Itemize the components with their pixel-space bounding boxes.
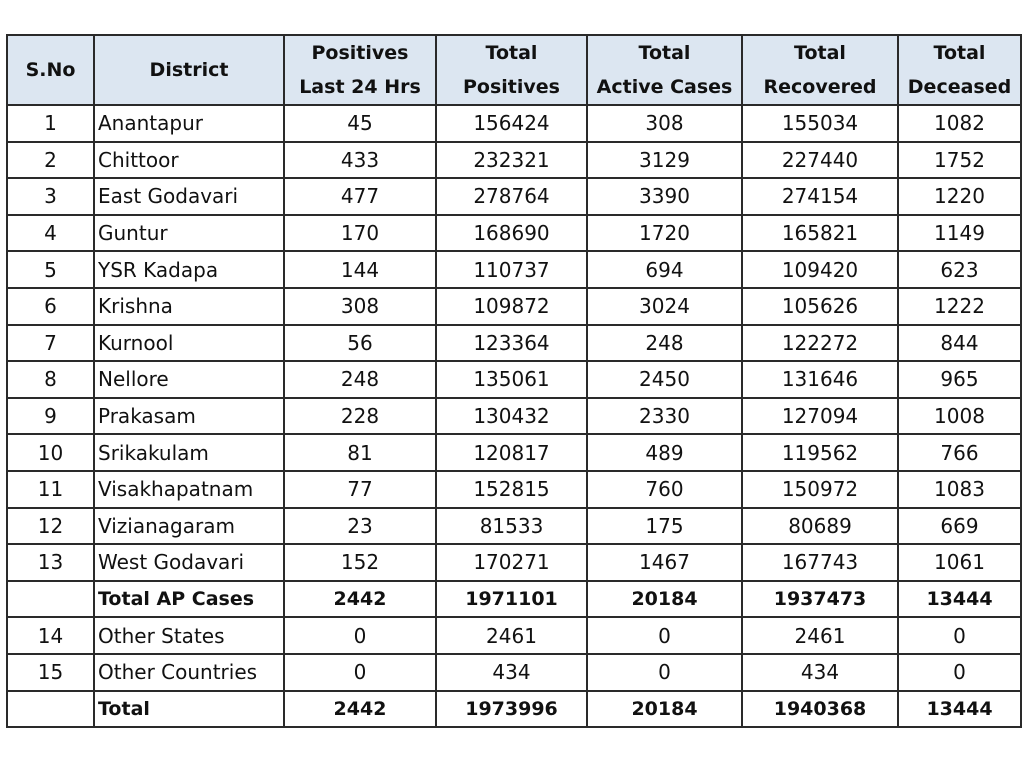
cell-district: West Godavari (94, 544, 284, 581)
cell-sno: 1 (7, 105, 94, 142)
header-row (7, 35, 1021, 105)
cell-sno: 6 (7, 288, 94, 325)
table-row (7, 654, 1021, 691)
cell-positives-last-24: 2442 (284, 691, 436, 728)
cell-total-deceased: 669 (898, 508, 1021, 545)
table-row (7, 617, 1021, 654)
cell-total-active: 1467 (587, 544, 742, 581)
cell-total-deceased: 1752 (898, 142, 1021, 179)
cell-total-deceased: 13444 (898, 691, 1021, 728)
cell-total-deceased: 13444 (898, 581, 1021, 618)
cell-sno: 14 (7, 617, 94, 654)
cell-total-positives: 110737 (436, 251, 587, 288)
table-row (7, 434, 1021, 471)
cell-total-active: 3024 (587, 288, 742, 325)
cell-total-positives: 120817 (436, 434, 587, 471)
cell-total-positives: 123364 (436, 325, 587, 362)
table-row (7, 508, 1021, 545)
cell-total-deceased: 1061 (898, 544, 1021, 581)
cell-total-deceased: 965 (898, 361, 1021, 398)
cell-total-deceased: 766 (898, 434, 1021, 471)
cell-total-recovered: 155034 (742, 105, 898, 142)
cell-total-active: 760 (587, 471, 742, 508)
cell-total-positives: 156424 (436, 105, 587, 142)
cell-total-recovered: 109420 (742, 251, 898, 288)
cell-total-deceased: 1008 (898, 398, 1021, 435)
cell-district: Chittoor (94, 142, 284, 179)
cell-total-active: 489 (587, 434, 742, 471)
cell-positives-last-24: 152 (284, 544, 436, 581)
cell-total-active: 0 (587, 617, 742, 654)
cell-total-deceased: 1149 (898, 215, 1021, 252)
table-total-row (7, 581, 1021, 618)
cell-positives-last-24: 308 (284, 288, 436, 325)
cell-total-recovered: 1940368 (742, 691, 898, 728)
cell-total-positives: 278764 (436, 178, 587, 215)
cell-district: Other Countries (94, 654, 284, 691)
cell-positives-last-24: 77 (284, 471, 436, 508)
cell-district: Kurnool (94, 325, 284, 362)
cell-sno: 15 (7, 654, 94, 691)
cell-district: Prakasam (94, 398, 284, 435)
cell-district: Other States (94, 617, 284, 654)
cell-district: Nellore (94, 361, 284, 398)
cell-total-positives: 135061 (436, 361, 587, 398)
cell-total-positives: 1971101 (436, 581, 587, 618)
cell-positives-last-24: 248 (284, 361, 436, 398)
table-row (7, 251, 1021, 288)
cell-sno: 5 (7, 251, 94, 288)
cell-sno: 7 (7, 325, 94, 362)
cell-sno (7, 691, 94, 728)
header-positives-last-24: Positives Last 24 Hrs (284, 35, 436, 105)
table-row (7, 105, 1021, 142)
cell-total-recovered: 127094 (742, 398, 898, 435)
cell-total-active: 0 (587, 654, 742, 691)
cell-sno: 9 (7, 398, 94, 435)
cell-total-recovered: 105626 (742, 288, 898, 325)
cell-sno: 8 (7, 361, 94, 398)
cell-total-active: 2450 (587, 361, 742, 398)
cell-total-recovered: 165821 (742, 215, 898, 252)
cell-positives-last-24: 81 (284, 434, 436, 471)
cell-district: Vizianagaram (94, 508, 284, 545)
cell-total-recovered: 227440 (742, 142, 898, 179)
cell-total-recovered: 122272 (742, 325, 898, 362)
cell-total-positives: 2461 (436, 617, 587, 654)
cell-total-active: 3390 (587, 178, 742, 215)
cell-total-active: 175 (587, 508, 742, 545)
table-row (7, 142, 1021, 179)
cell-district: Visakhapatnam (94, 471, 284, 508)
cell-total-deceased: 1082 (898, 105, 1021, 142)
cell-district: Total (94, 691, 284, 728)
cell-positives-last-24: 2442 (284, 581, 436, 618)
cell-sno: 13 (7, 544, 94, 581)
cell-total-recovered: 2461 (742, 617, 898, 654)
cell-positives-last-24: 56 (284, 325, 436, 362)
header-total-active: Total Active Cases (587, 35, 742, 105)
cell-total-active: 1720 (587, 215, 742, 252)
cell-positives-last-24: 433 (284, 142, 436, 179)
table-row (7, 361, 1021, 398)
cell-total-active: 20184 (587, 581, 742, 618)
cell-total-deceased: 844 (898, 325, 1021, 362)
cell-total-positives: 1973996 (436, 691, 587, 728)
table-row (7, 544, 1021, 581)
district-cases-table (6, 34, 1022, 728)
cell-sno: 11 (7, 471, 94, 508)
cell-total-active: 248 (587, 325, 742, 362)
cell-total-positives: 232321 (436, 142, 587, 179)
header-total-recovered: Total Recovered (742, 35, 898, 105)
cell-district: Srikakulam (94, 434, 284, 471)
header-total-deceased: Total Deceased (898, 35, 1021, 105)
cell-total-recovered: 434 (742, 654, 898, 691)
cell-positives-last-24: 45 (284, 105, 436, 142)
cell-positives-last-24: 0 (284, 617, 436, 654)
table-row (7, 215, 1021, 252)
cell-total-deceased: 1083 (898, 471, 1021, 508)
cell-total-positives: 170271 (436, 544, 587, 581)
table-row (7, 325, 1021, 362)
cell-positives-last-24: 23 (284, 508, 436, 545)
cell-district: Guntur (94, 215, 284, 252)
table-row (7, 178, 1021, 215)
cell-positives-last-24: 477 (284, 178, 436, 215)
table-total-row (7, 691, 1021, 728)
cell-positives-last-24: 228 (284, 398, 436, 435)
cell-total-positives: 130432 (436, 398, 587, 435)
cell-positives-last-24: 170 (284, 215, 436, 252)
cell-total-recovered: 274154 (742, 178, 898, 215)
cell-total-deceased: 623 (898, 251, 1021, 288)
cell-sno: 12 (7, 508, 94, 545)
cell-total-active: 2330 (587, 398, 742, 435)
cell-total-recovered: 80689 (742, 508, 898, 545)
cell-district: YSR Kadapa (94, 251, 284, 288)
header-total-positives: Total Positives (436, 35, 587, 105)
cell-total-deceased: 0 (898, 654, 1021, 691)
table-row (7, 471, 1021, 508)
cell-sno: 3 (7, 178, 94, 215)
cell-total-recovered: 119562 (742, 434, 898, 471)
table-row (7, 398, 1021, 435)
cell-sno: 10 (7, 434, 94, 471)
cell-total-recovered: 131646 (742, 361, 898, 398)
cell-total-active: 694 (587, 251, 742, 288)
cell-positives-last-24: 0 (284, 654, 436, 691)
cell-total-deceased: 0 (898, 617, 1021, 654)
cell-total-active: 3129 (587, 142, 742, 179)
cell-district: Total AP Cases (94, 581, 284, 618)
cell-total-deceased: 1220 (898, 178, 1021, 215)
cell-district: East Godavari (94, 178, 284, 215)
cell-sno: 2 (7, 142, 94, 179)
header-sno: S.No (7, 35, 94, 105)
cell-total-positives: 81533 (436, 508, 587, 545)
cell-total-positives: 168690 (436, 215, 587, 252)
table-row (7, 288, 1021, 325)
cell-total-recovered: 167743 (742, 544, 898, 581)
cell-sno (7, 581, 94, 618)
header-district: District (94, 35, 284, 105)
cell-positives-last-24: 144 (284, 251, 436, 288)
cell-total-recovered: 150972 (742, 471, 898, 508)
cell-district: Krishna (94, 288, 284, 325)
cell-total-deceased: 1222 (898, 288, 1021, 325)
cell-total-recovered: 1937473 (742, 581, 898, 618)
cell-total-active: 308 (587, 105, 742, 142)
cell-sno: 4 (7, 215, 94, 252)
cell-total-active: 20184 (587, 691, 742, 728)
cell-district: Anantapur (94, 105, 284, 142)
cell-total-positives: 152815 (436, 471, 587, 508)
cell-total-positives: 109872 (436, 288, 587, 325)
cell-total-positives: 434 (436, 654, 587, 691)
